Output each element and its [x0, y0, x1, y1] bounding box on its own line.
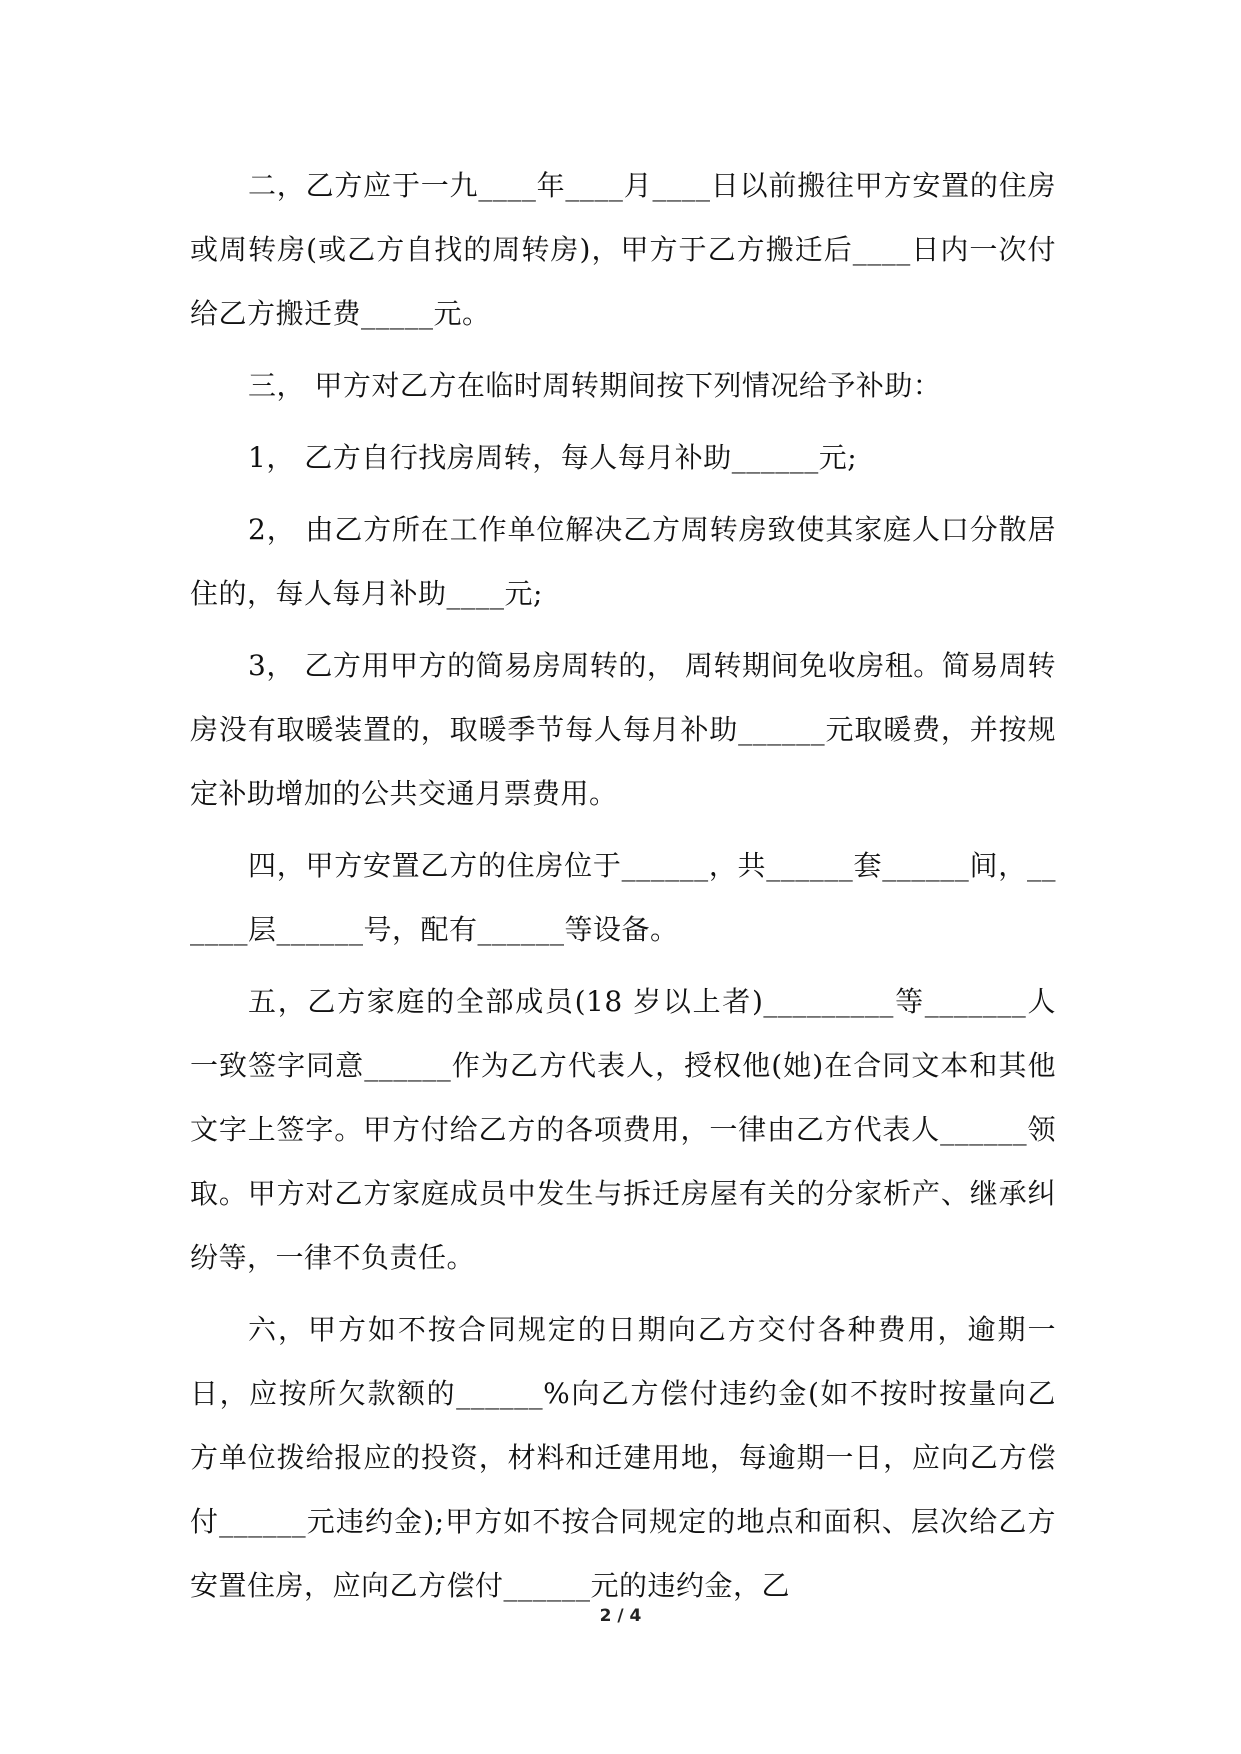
page-number: 2 / 4 — [599, 1606, 642, 1626]
paragraph-clause-6: 六，甲方如不按合同规定的日期向乙方交付各种费用，逾期一日，应按所欠款额的______%向乙方偿付违约金(如不按时按量向乙方单位拨给报应的投资，材料和迁建用地，每逾期一日，应向乙方偿付______元违约金);甲方如不按合同规定的地点和面积、层次给乙方安置住房，应向乙方偿付______元的违约金，乙 — [190, 1313, 1056, 1602]
paragraph-clause-3-item-3: 3， 乙方用甲方的简易房周转的， 周转期间免收房租。简易周转房没有取暖装置的，取暖季节每人每月补助______元取暖费，并按规定补助增加的公共交通月票费用。 — [190, 649, 1056, 810]
paragraph-clause-3: 三， 甲方对乙方在临时周转期间按下列情况给予补助： — [248, 369, 942, 402]
paragraph-clause-4: 四，甲方安置乙方的住房位于______，共______套______间，______层______号，配有______等设备。 — [190, 849, 1056, 946]
paragraph-clause-3-item-1: 1， 乙方自行找房周转，每人每月补助______元; — [248, 441, 858, 474]
paragraph-clause-2: 二，乙方应于一九____年____月____日以前搬往甲方安置的住房或周转房(或乙方自找的周转房)，甲方于乙方搬迁后____日内一次付给乙方搬迁费_____元。 — [190, 169, 1056, 330]
paragraph-clause-3-item-2: 2， 由乙方所在工作单位解决乙方周转房致使其家庭人口分散居住的，每人每月补助____元; — [190, 513, 1056, 610]
paragraph-clause-5: 五，乙方家庭的全部成员(18 岁以上者)_________等_______人一致签字同意______作为乙方代表人，授权他(她)在合同文本和其他文字上签字。甲方付给乙方的各项费用，一律由乙方代表人______领取。甲方对乙方家庭成员中发生与拆迁房屋有关的分家析产、继承纠纷等，一律不负责任。 — [190, 985, 1056, 1274]
document-body — [190, 154, 1056, 1626]
